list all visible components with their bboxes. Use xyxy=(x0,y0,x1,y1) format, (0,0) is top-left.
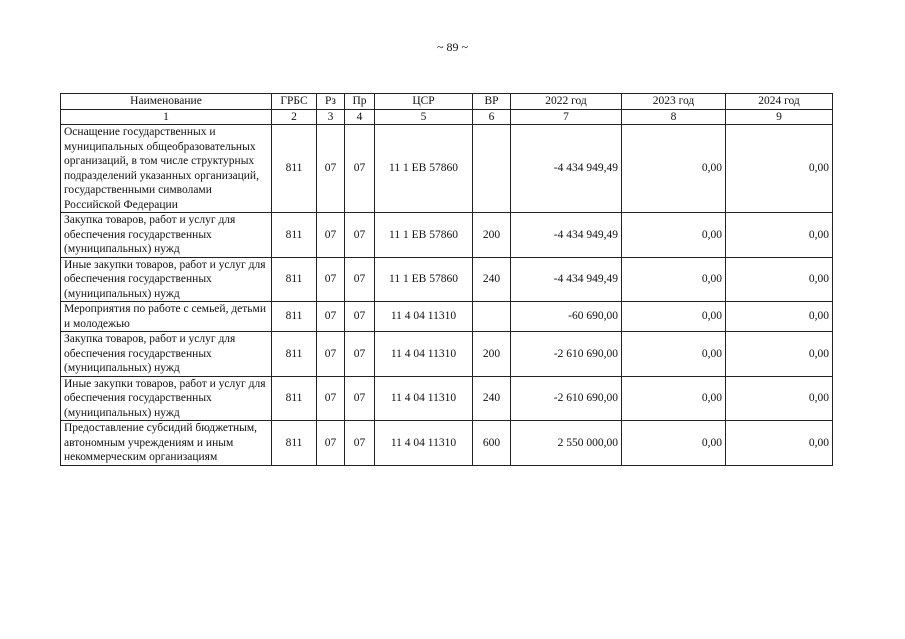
vr-cell: 200 xyxy=(473,213,511,258)
header-cell-2023: 2023 год xyxy=(622,94,726,110)
index-cell: 9 xyxy=(726,109,833,125)
rz-cell: 07 xyxy=(317,125,345,213)
vr-cell xyxy=(473,125,511,213)
vr-cell: 240 xyxy=(473,376,511,421)
amount-2023-cell: 0,00 xyxy=(622,257,726,302)
csr-cell: 11 1 EB 57860 xyxy=(375,213,473,258)
csr-cell: 11 4 04 11310 xyxy=(375,376,473,421)
pr-cell: 07 xyxy=(345,332,375,377)
table-row xyxy=(61,332,833,377)
amount-2022-cell: -2 610 690,00 xyxy=(511,376,622,421)
index-cell: 8 xyxy=(622,109,726,125)
rz-cell: 07 xyxy=(317,257,345,302)
amount-2023-cell: 0,00 xyxy=(622,213,726,258)
amount-2024-cell: 0,00 xyxy=(726,332,833,377)
row-name-cell: Мероприятия по работе с семьей, детьми и молодежью xyxy=(61,302,272,332)
table-row xyxy=(61,302,833,332)
rz-cell: 07 xyxy=(317,376,345,421)
row-name-cell: Закупка товаров, работ и услуг для обеспечения государственных (муниципальных) нужд xyxy=(61,332,272,377)
pr-cell: 07 xyxy=(345,421,375,466)
header-cell-csr: ЦСР xyxy=(375,94,473,110)
amount-2022-cell: -60 690,00 xyxy=(511,302,622,332)
index-cell: 1 xyxy=(61,109,272,125)
amount-2023-cell: 0,00 xyxy=(622,332,726,377)
header-cell-2024: 2024 год xyxy=(726,94,833,110)
amount-2022-cell: -4 434 949,49 xyxy=(511,213,622,258)
vr-cell: 240 xyxy=(473,257,511,302)
rz-cell: 07 xyxy=(317,302,345,332)
budget-table xyxy=(60,93,833,466)
csr-cell: 11 4 04 11310 xyxy=(375,421,473,466)
pr-cell: 07 xyxy=(345,257,375,302)
rz-cell: 07 xyxy=(317,421,345,466)
grbs-cell: 811 xyxy=(272,302,317,332)
amount-2022-cell: -4 434 949,49 xyxy=(511,257,622,302)
header-cell-pr: Пр xyxy=(345,94,375,110)
vr-cell: 200 xyxy=(473,332,511,377)
table-row xyxy=(61,421,833,466)
vr-cell xyxy=(473,302,511,332)
grbs-cell: 811 xyxy=(272,213,317,258)
header-cell-name: Наименование xyxy=(61,94,272,110)
pr-cell: 07 xyxy=(345,302,375,332)
index-cell: 5 xyxy=(375,109,473,125)
amount-2024-cell: 0,00 xyxy=(726,257,833,302)
table-row xyxy=(61,257,833,302)
row-name-cell: Закупка товаров, работ и услуг для обеспечения государственных (муниципальных) нужд xyxy=(61,213,272,258)
header-cell-vr: ВР xyxy=(473,94,511,110)
table-row xyxy=(61,125,833,213)
amount-2022-cell: -2 610 690,00 xyxy=(511,332,622,377)
amount-2023-cell: 0,00 xyxy=(622,376,726,421)
table-row xyxy=(61,376,833,421)
row-name-cell: Оснащение государственных и муниципальных общеобразовательных организаций, в том числе структурных подразделений указанных организаций, государственными символами Российской Федерации xyxy=(61,125,272,213)
amount-2024-cell: 0,00 xyxy=(726,125,833,213)
amount-2024-cell: 0,00 xyxy=(726,376,833,421)
pr-cell: 07 xyxy=(345,125,375,213)
csr-cell: 11 4 04 11310 xyxy=(375,332,473,377)
amount-2023-cell: 0,00 xyxy=(622,302,726,332)
page-number: ~ 89 ~ xyxy=(437,40,468,54)
amount-2024-cell: 0,00 xyxy=(726,302,833,332)
grbs-cell: 811 xyxy=(272,376,317,421)
index-cell: 2 xyxy=(272,109,317,125)
csr-cell: 11 1 EB 57860 xyxy=(375,257,473,302)
header-cell-2022: 2022 год xyxy=(511,94,622,110)
amount-2023-cell: 0,00 xyxy=(622,125,726,213)
amount-2022-cell: 2 550 000,00 xyxy=(511,421,622,466)
grbs-cell: 811 xyxy=(272,257,317,302)
amount-2024-cell: 0,00 xyxy=(726,421,833,466)
amount-2023-cell: 0,00 xyxy=(622,421,726,466)
index-cell: 4 xyxy=(345,109,375,125)
grbs-cell: 811 xyxy=(272,332,317,377)
index-cell: 6 xyxy=(473,109,511,125)
column-index-row xyxy=(61,109,833,125)
grbs-cell: 811 xyxy=(272,421,317,466)
rz-cell: 07 xyxy=(317,332,345,377)
index-cell: 3 xyxy=(317,109,345,125)
pr-cell: 07 xyxy=(345,213,375,258)
csr-cell: 11 1 EB 57860 xyxy=(375,125,473,213)
rz-cell: 07 xyxy=(317,213,345,258)
index-cell: 7 xyxy=(511,109,622,125)
header-cell-rz: Рз xyxy=(317,94,345,110)
row-name-cell: Иные закупки товаров, работ и услуг для обеспечения государственных (муниципальных) нужд xyxy=(61,257,272,302)
header-row xyxy=(61,94,833,110)
vr-cell: 600 xyxy=(473,421,511,466)
csr-cell: 11 4 04 11310 xyxy=(375,302,473,332)
amount-2024-cell: 0,00 xyxy=(726,213,833,258)
header-cell-grbs: ГРБС xyxy=(272,94,317,110)
row-name-cell: Предоставление субсидий бюджетным, автономным учреждениям и иным некоммерческим организациям xyxy=(61,421,272,466)
row-name-cell: Иные закупки товаров, работ и услуг для обеспечения государственных (муниципальных) нужд xyxy=(61,376,272,421)
grbs-cell: 811 xyxy=(272,125,317,213)
table-row xyxy=(61,213,833,258)
amount-2022-cell: -4 434 949,49 xyxy=(511,125,622,213)
pr-cell: 07 xyxy=(345,376,375,421)
